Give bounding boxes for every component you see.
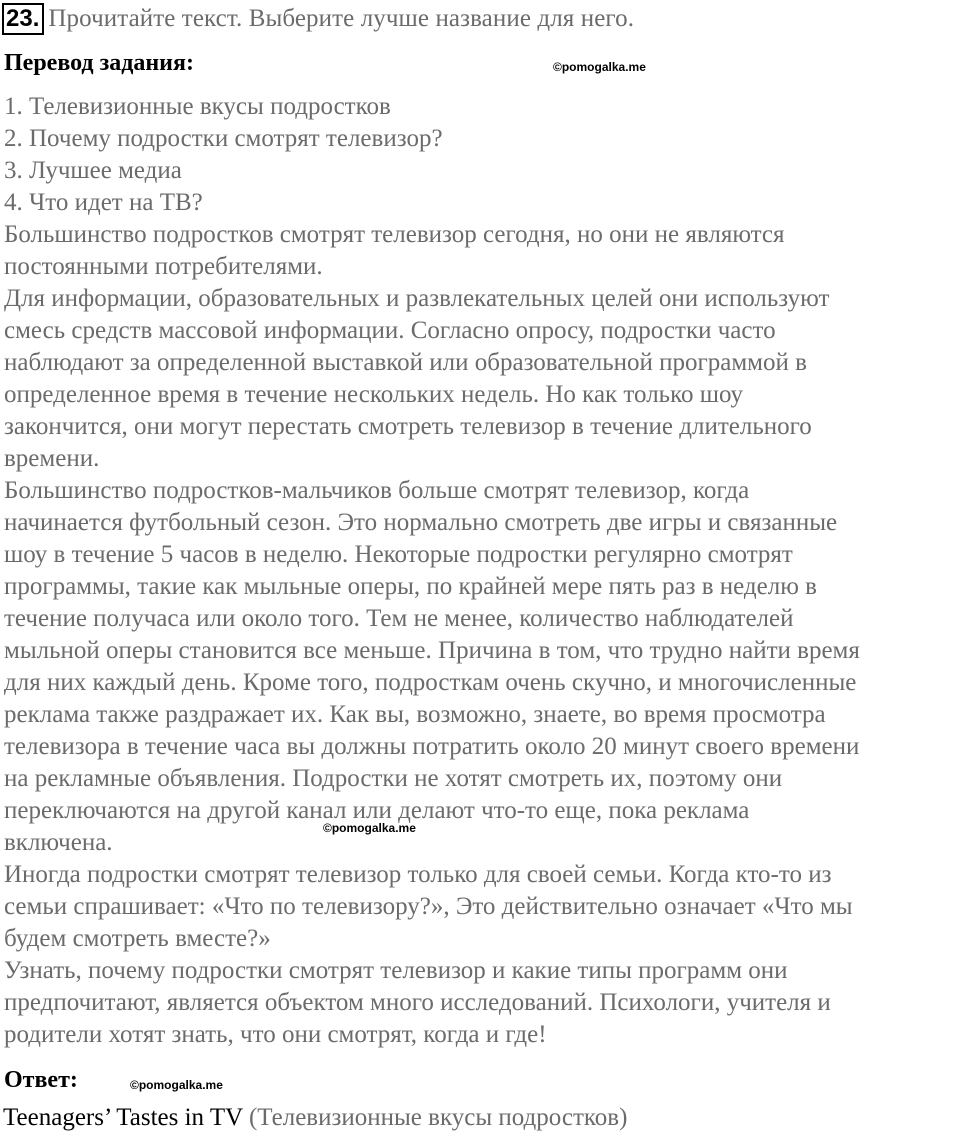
text-line: Для информации, образовательных и развлекательных целей они используют — [4, 285, 830, 312]
task-header — [2, 2, 634, 36]
translation-text — [4, 91, 960, 1051]
answer-english: Teenagers’ Tastes in TV — [3, 1104, 243, 1131]
answer-heading: Ответ: — [4, 1067, 78, 1093]
text-line: закончится, они могут перестать смотреть телевизор в течение длительного — [4, 413, 812, 440]
text-line: включена. — [4, 829, 113, 856]
task-instruction: Прочитайте текст. Выберите лучше название для него. — [48, 5, 635, 32]
text-line: постоянными потребителями. — [4, 253, 323, 280]
text-line: Узнать, почему подростки смотрят телевизор и какие типы программ они — [4, 957, 788, 984]
watermark: ©pomogalka.me — [323, 821, 416, 835]
text-line: 4. Что идет на ТВ? — [4, 189, 203, 216]
text-line: 2. Почему подростки смотрят телевизор? — [4, 125, 443, 152]
watermark: ©pomogalka.me — [553, 60, 646, 74]
text-line: телевизора в течение часа вы должны потратить около 20 минут своего времени — [4, 733, 860, 760]
text-line: реклама также раздражает их. Как вы, возможно, знаете, во время просмотра — [4, 701, 826, 728]
text-line: Иногда подростки смотрят телевизор только для своей семьи. Когда кто-то из — [4, 861, 832, 888]
text-line: определенное время в течение нескольких недель. Но как только шоу — [4, 381, 744, 408]
answer-russian: (Телевизионные вкусы подростков) — [248, 1104, 628, 1131]
text-line: времени. — [4, 445, 100, 472]
text-line: на рекламные объявления. Подростки не хотят смотреть их, поэтому они — [4, 765, 783, 792]
text-line: начинается футбольный сезон. Это нормально смотреть две игры и связанные — [4, 509, 838, 536]
answer-text — [3, 1104, 627, 1132]
text-line: семьи спрашивает: «Что по телевизору?», Это действительно означает «Что мы — [4, 893, 853, 920]
text-line: для них каждый день. Кроме того, подросткам очень скучно, и многочисленные — [4, 669, 857, 696]
text-line: течение получаса или около того. Тем не менее, количество наблюдателей — [4, 605, 794, 632]
text-line: смесь средств массовой информации. Согласно опросу, подростки часто — [4, 317, 776, 344]
translation-heading: Перевод задания: — [4, 50, 194, 76]
text-line: мыльной оперы становится все меньше. Причина в том, что трудно найти время — [4, 637, 860, 664]
text-line: 3. Лучшее медиа — [4, 157, 182, 184]
text-line: переключаются на другой канал или делают что-то еще, пока реклама — [4, 797, 750, 824]
text-line: родители хотят знать, что они смотрят, когда и где! — [4, 1021, 547, 1048]
text-line: будем смотреть вместе?» — [4, 925, 271, 952]
text-line: 1. Телевизионные вкусы подростков — [4, 93, 391, 120]
task-number: 23. — [2, 3, 44, 35]
text-line: Большинство подростков смотрят телевизор сегодня, но они не являются — [4, 221, 785, 248]
watermark: ©pomogalka.me — [130, 1078, 223, 1092]
text-line: предпочитают, является объектом много исследований. Психологи, учителя и — [4, 989, 831, 1016]
text-line: программы, такие как мыльные оперы, по крайней мере пять раз в неделю в — [4, 573, 817, 600]
text-line: наблюдают за определенной выставкой или образовательной программой в — [4, 349, 807, 376]
text-line: Большинство подростков-мальчиков больше смотрят телевизор, когда — [4, 477, 750, 504]
text-line: шоу в течение 5 часов в неделю. Некоторые подростки регулярно смотрят — [4, 541, 793, 568]
